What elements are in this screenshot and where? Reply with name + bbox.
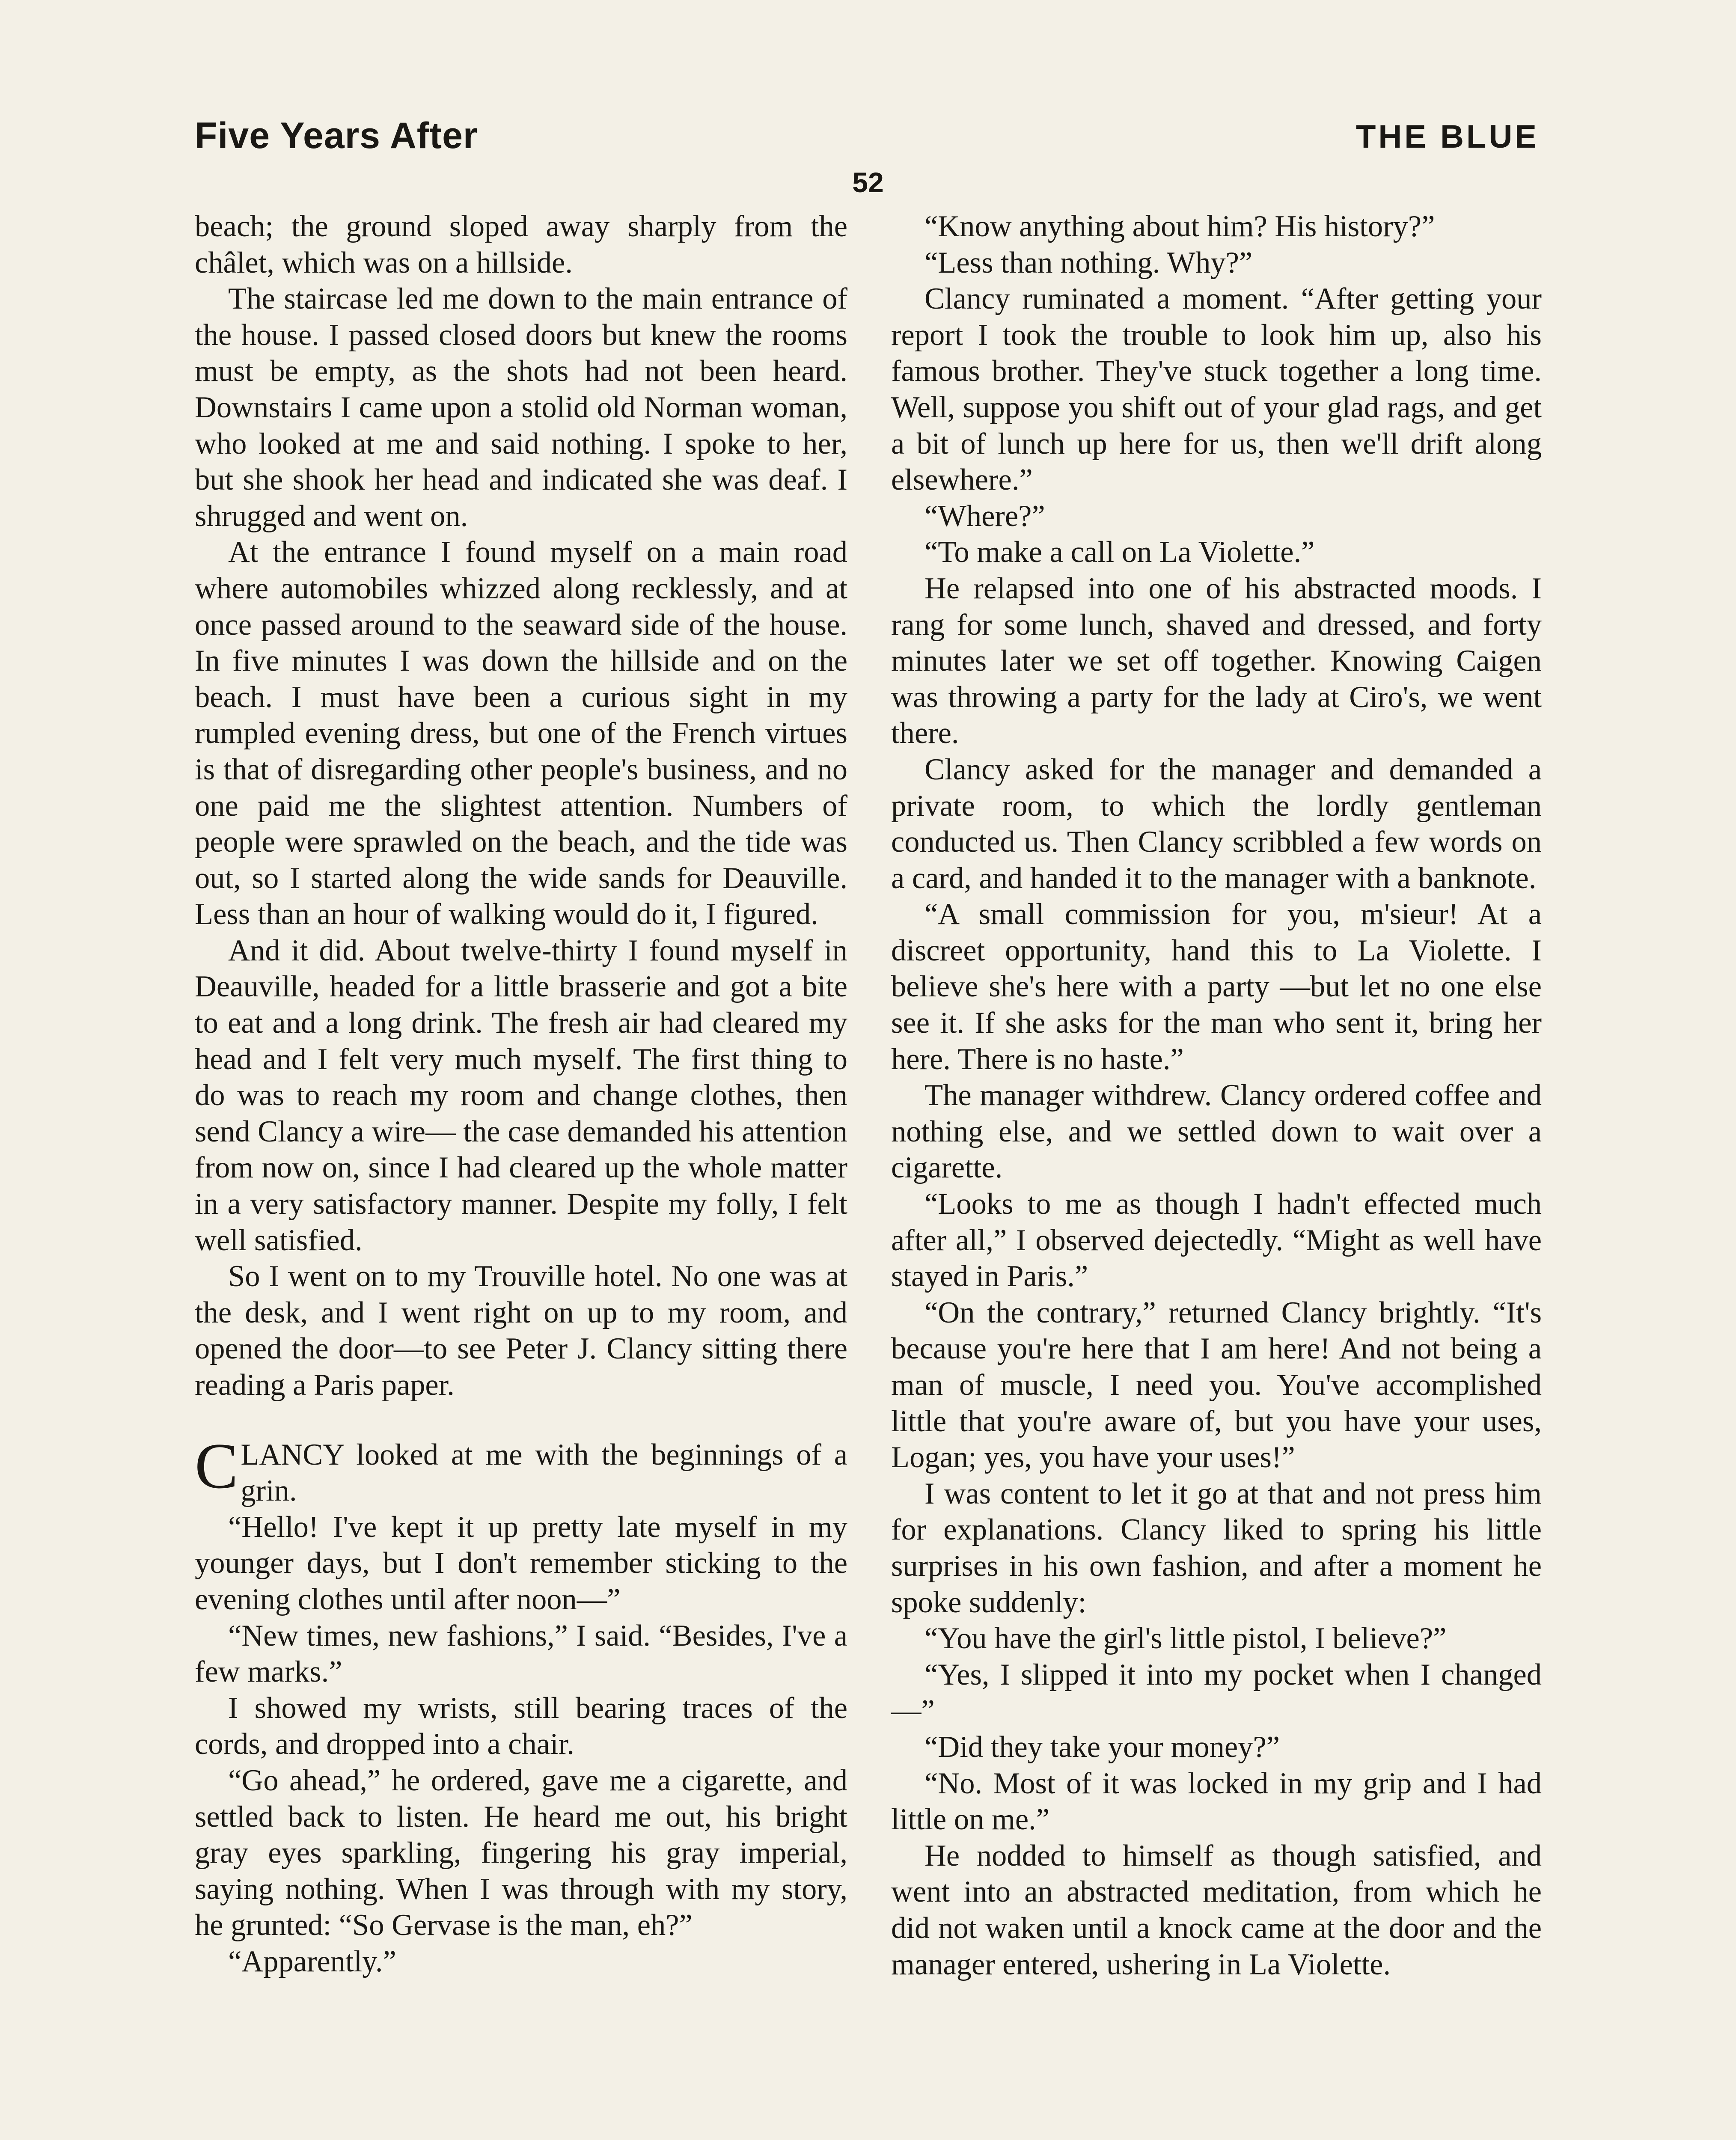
paragraph: “Apparently.” [228,1944,396,1978]
left-column [195,208,847,1980]
paragraph: I showed my wrists, still bearing traces of the cords, and dropped into a chair. [195,1691,847,1761]
magazine-name-header: THE BLUE [1356,119,1539,155]
paragraph: “No. Most of it was locked in my grip and I had little on me.” [891,1766,1542,1837]
paragraph: At the entrance I found myself on a main road where automobiles whizzed along recklessly, and at once passed around to the seaward side of the house. In five minutes I was down the hillside and on the beach. I must have been a curious sight in my rumpled evening dress, but one of the French virtues is that of disregarding other people's business, and no one paid me the slightest attention. Numbers of people were sprawled on the beach, and the tide was out, so I started along the wide sands for Deauville. Less than an hour of walking would do it, I figured. [195,535,847,931]
paragraph: The staircase led me down to the main entrance of the house. I passed closed doors but knew the rooms must be empty, as the shots had not been heard. Downstairs I came upon a stolid old Norman woman, who looked at me and said nothing. I spoke to her, but she shook her head and indicated she was deaf. I shrugged and went on. [195,282,847,533]
right-column [891,208,1542,1982]
paragraph: “To make a call on La Violette.” [924,535,1315,569]
paragraph: So I went on to my Trouville hotel. No one was at the desk, and I went right on up to my room, and opened the door—to see Peter J. Clancy sitting there reading a Paris paper. [195,1260,847,1402]
paragraph: beach; the ground sloped away sharply from the châlet, which was on a hillside. [195,210,847,279]
paragraph-text: LANCY looked at me with the beginnings of a grin. [241,1438,847,1508]
paragraph: “Less than nothing. Why?” [924,246,1253,279]
paragraph: “Where?” [924,499,1045,533]
paragraph: And it did. About twelve-thirty I found myself in Deauville, headed for a little brasserie and got a bite to eat and a long drink. The fresh air had cleared my head and I felt very much myself. The first thing to do was to reach my room and change clothes, then send Clancy a wire— the case demanded his attention from now on, since I had cleared up the whole matter in a very satisfactory manner. Despite my folly, I felt well satisfied. [195,933,847,1257]
paragraph: The manager withdrew. Clancy ordered coffee and nothing else, and we settled down to wait over a cigarette. [891,1079,1542,1185]
paragraph: Clancy ruminated a moment. “After getting your report I took the trouble to look him up, also his famous brother. They've stuck together a long time. Well, suppose you shift out of your glad rags, and get a bit of lunch up here for us, then we'll drift along elsewhere.” [891,282,1542,497]
paragraph: “Looks to me as though I hadn't effected much after all,” I observed dejectedly. “Might as well have stayed in Paris.” [891,1187,1542,1293]
story-title-header: Five Years After [195,115,478,156]
paragraph: “A small commission for you, m'sieur! At a discreet opportunity, hand this to La Violette. I believe she's here with a party —but let no one else see it. If she asks for the man who sent it, bring her here. There is no haste.” [891,898,1542,1076]
paragraph: “Did they take your money?” [924,1730,1280,1764]
paragraph: “New times, new fashions,” I said. “Besides, I've a few marks.” [195,1619,847,1689]
paragraph: He nodded to himself as though satisfied, and went into an abstracted meditation, from which he did not waken until a knock came at the door and the manager entered, ushering in La Violette. [891,1839,1542,1981]
section-opening-paragraph [195,1430,847,1509]
paragraph: “Know anything about him? His history?” [924,210,1435,243]
paragraph: I was content to let it go at that and not press him for explanations. Clancy liked to spring his little surprises in his own fashion, and after a moment he spoke suddenly: [891,1477,1542,1619]
paragraph: “Yes, I slipped it into my pocket when I changed—” [891,1658,1542,1728]
drop-cap: C [195,1430,238,1502]
paragraph: He relapsed into one of his abstracted moods. I rang for some lunch, shaved and dressed, and forty minutes later we set off together. Knowing Caigen was throwing a party for the lady at Ciro's, we went there. [891,571,1542,750]
page-number: 52 [852,166,884,198]
paragraph: “Go ahead,” he ordered, gave me a cigarette, and settled back to listen. He heard me out, his bright gray eyes sparkling, fingering his gray imperial, saying nothing. When I was through with my story, he grunted: “So Gervase is the man, eh?” [195,1763,847,1942]
paragraph: Clancy asked for the manager and demanded a private room, to which the lordly gentleman conducted us. Then Clancy scribbled a few words on a card, and handed it to the manager with a banknote. [891,752,1542,895]
paragraph: “On the contrary,” returned Clancy brightly. “It's because you're here that I am here! And not being a man of muscle, I need you. You've accomplished little that you're aware of, but you have your uses, Logan; yes, you have your uses!” [891,1296,1542,1474]
paragraph: “Hello! I've kept it up pretty late myself in my younger days, but I don't remember sticking to the evening clothes until after noon—” [195,1510,847,1616]
paragraph: “You have the girl's little pistol, I believe?” [924,1622,1447,1656]
